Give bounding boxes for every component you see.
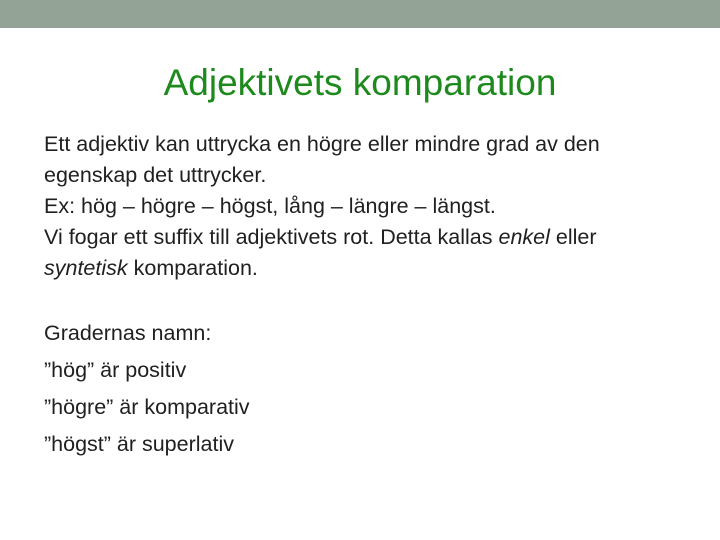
suffix-text-3: komparation. [127, 256, 258, 280]
top-decor-bar [0, 0, 720, 28]
paragraph-suffix [44, 222, 684, 284]
paragraph-spacer [44, 284, 684, 315]
slide-title: Adjektivets komparation [163, 62, 557, 103]
slide-body [44, 129, 684, 463]
degree-item-positive: ”hög” är positiv [44, 358, 187, 382]
suffix-text-1: Vi fogar ett suffix till adjektivets rot. Detta kallas [44, 225, 499, 249]
definition-line-1: Ett adjektiv kan uttrycka en högre eller mindre grad av den [44, 132, 600, 156]
definition-line-2: egenskap det uttrycker. [44, 163, 267, 187]
term-enkel: enkel [498, 225, 550, 249]
suffix-text-2: eller [549, 225, 597, 249]
paragraph-definition [44, 129, 684, 191]
degree-item-comparative: ”högre” är komparativ [44, 395, 250, 419]
paragraph-example: Ex: hög – högre – högst, lång – längre – längst. [44, 194, 496, 218]
degree-item-superlative: ”högst” är superlativ [44, 432, 234, 456]
degrees-heading: Gradernas namn: [44, 321, 212, 345]
degrees-list [44, 315, 684, 463]
term-syntetisk: syntetisk [44, 256, 128, 280]
